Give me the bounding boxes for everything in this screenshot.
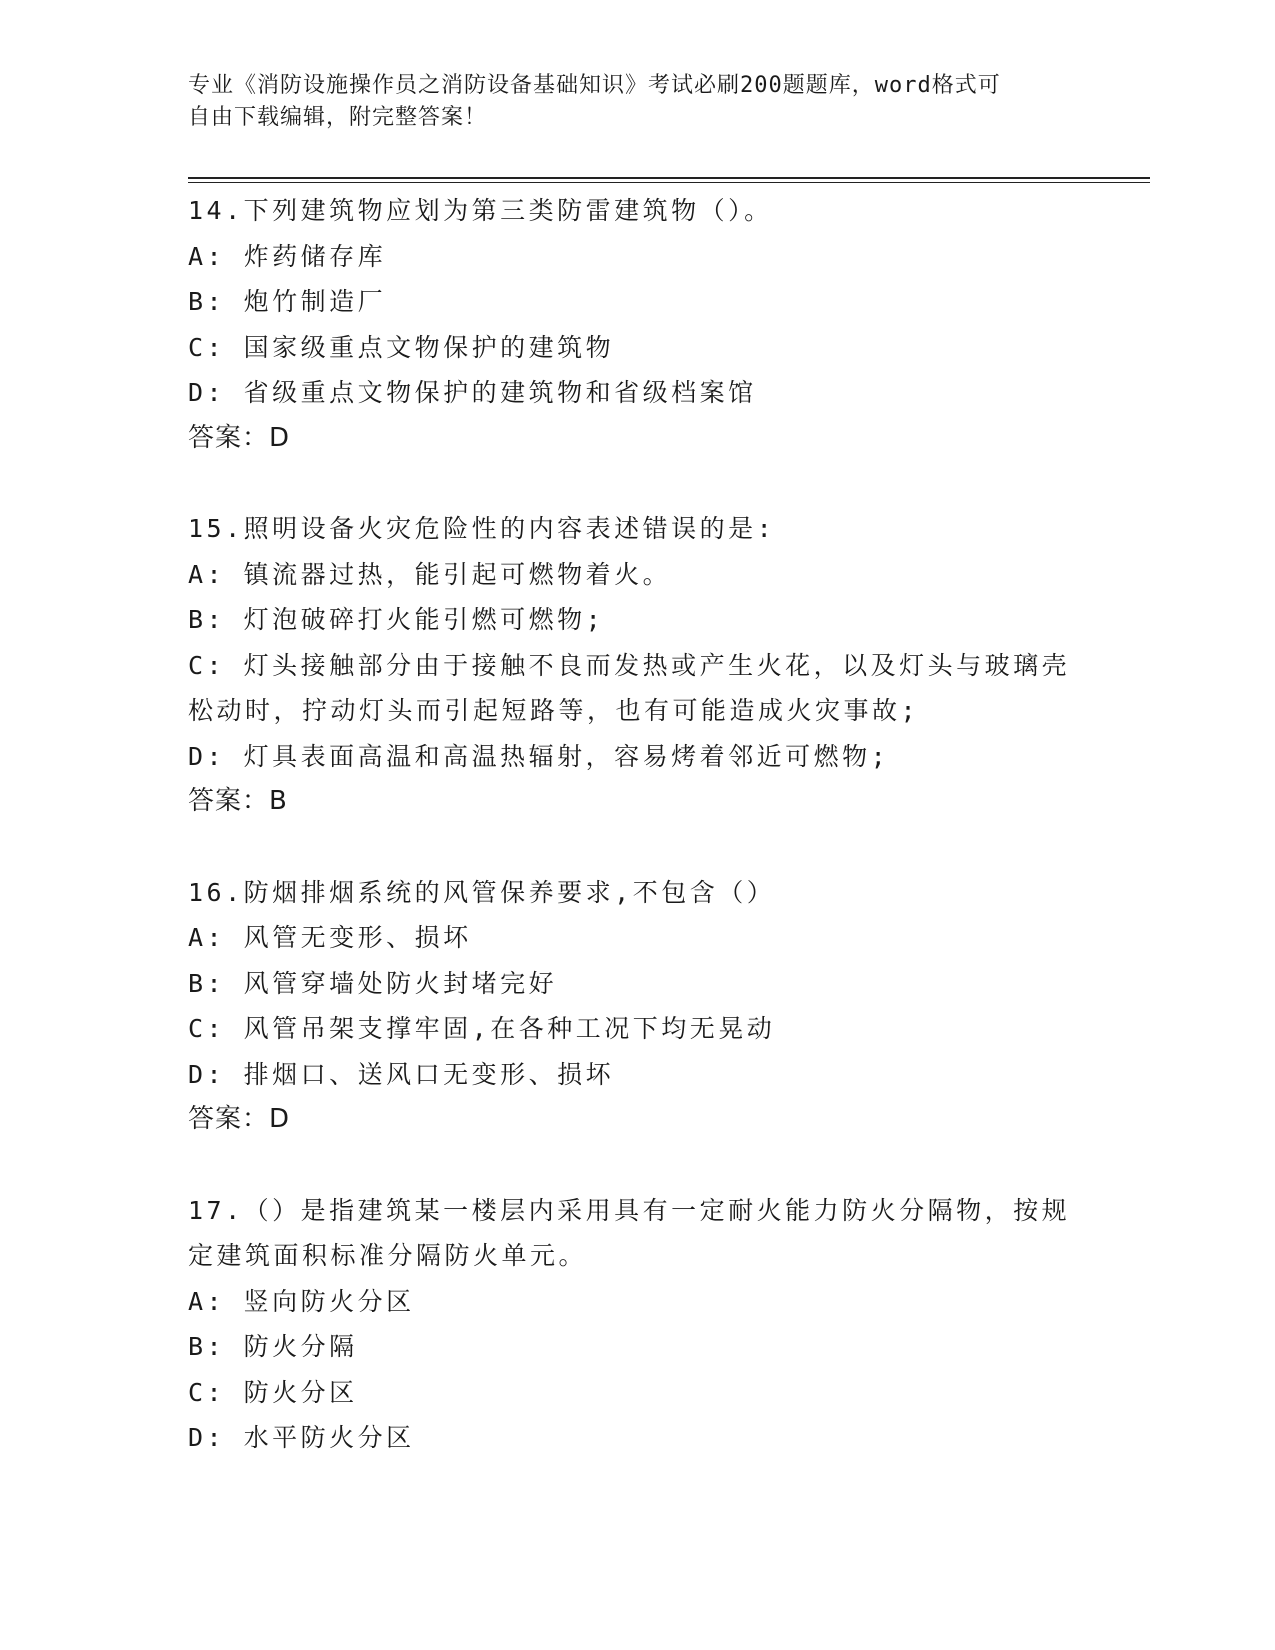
question-stem-continued: 定建筑面积标准分隔防火单元。 (188, 1241, 588, 1270)
header-divider-thin (188, 182, 1150, 183)
option-b: B: 防火分隔 (188, 1332, 358, 1361)
option-d: D: 排烟口、送风口无变形、损坏 (188, 1059, 615, 1089)
option-d: D: 水平防火分区 (188, 1423, 415, 1452)
question-16 (188, 870, 1088, 1143)
answer-line: 答案：B (188, 786, 288, 816)
question-stem: 14.下列建筑物应划为第三类防雷建筑物（）。 (188, 196, 773, 225)
document-header (188, 70, 1088, 134)
option-b: B: 炮竹制造厂 (188, 287, 387, 316)
header-divider-thick (188, 177, 1150, 179)
option-c: C: 国家级重点文物保护的建筑物 (188, 332, 615, 362)
question-stem: 15.照明设备火灾危险性的内容表述错误的是: (188, 514, 776, 543)
option-c: C: 防火分区 (188, 1377, 358, 1407)
question-stem: 17.（）是指建筑某一楼层内采用具有一定耐火能力防火分隔物，按规 (188, 1195, 1071, 1225)
option-c: C: 风管吊架支撑牢固,在各种工况下均无晃动 (188, 1014, 776, 1043)
option-a: A: 炸药储存库 (188, 241, 387, 271)
option-b: B: 风管穿墙处防火封堵完好 (188, 968, 558, 998)
question-stem: 16.防烟排烟系统的风管保养要求,不包含（） (188, 877, 776, 907)
option-a: A: 竖向防火分区 (188, 1286, 415, 1316)
header-line-1: 专业《消防设施操作员之消防设备基础知识》考试必刷200题题库，word格式可 (188, 73, 1001, 98)
option-d: D: 灯具表面高温和高温热辐射，容易烤着邻近可燃物; (188, 741, 890, 771)
answer-line: 答案：D (188, 1104, 291, 1134)
option-a: A: 镇流器过热，能引起可燃物着火。 (188, 559, 672, 589)
option-a: A: 风管无变形、损坏 (188, 923, 472, 952)
answer-line: 答案：D (188, 422, 291, 453)
option-c: C: 灯头接触部分由于接触不良而发热或产生火花，以及灯头与玻璃壳 (188, 650, 1071, 680)
header-line-2: 自由下载编辑，附完整答案！ (188, 105, 488, 130)
option-b: B: 灯泡破碎打火能引燃可燃物; (188, 605, 605, 634)
option-d: D: 省级重点文物保护的建筑物和省级档案馆 (188, 378, 757, 407)
question-14 (188, 188, 1088, 461)
question-15 (188, 506, 1088, 825)
question-list (188, 188, 1088, 1506)
question-17 (188, 1188, 1088, 1461)
option-c-continued: 松动时，拧动灯头而引起短路等，也有可能造成火灾事故; (188, 696, 920, 725)
